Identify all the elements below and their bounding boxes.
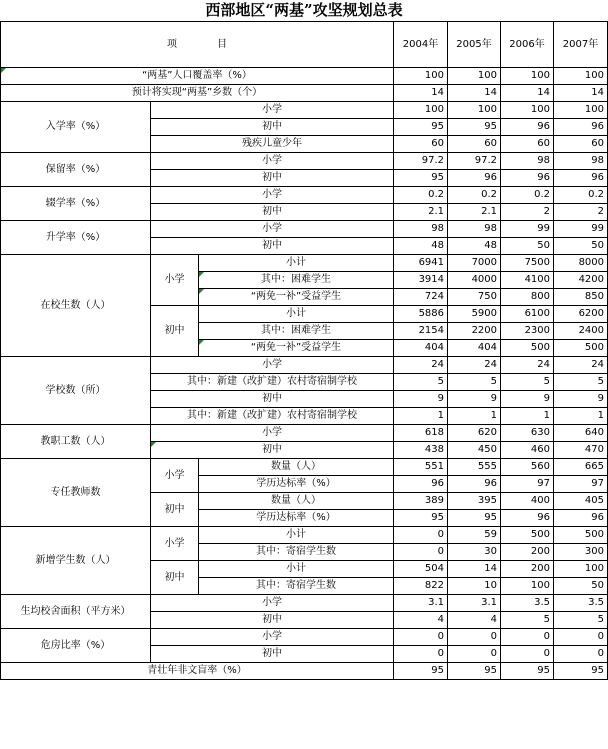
cell-value: 3.1 (394, 595, 448, 612)
cell-value: 2 (501, 204, 554, 221)
cell-value: 24 (394, 357, 448, 374)
cell-value: 100 (554, 68, 608, 85)
table-row (1, 629, 608, 646)
row-label: 青壮年非文盲率（%） (1, 663, 394, 680)
cell-value: 630 (501, 425, 554, 442)
row-label: 残疾儿童少年 (151, 136, 394, 153)
row-label: 初中 (151, 204, 394, 221)
cell-value: 60 (554, 136, 608, 153)
row-label: 初中 (151, 119, 394, 136)
cell-value: 9 (554, 391, 608, 408)
row-label: 小计 (199, 306, 394, 323)
cell-value: 500 (501, 527, 554, 544)
table-row (1, 153, 608, 170)
cell-value: 0 (554, 629, 608, 646)
cell-value: 24 (554, 357, 608, 374)
cell-value: 100 (554, 561, 608, 578)
cell-value: 2.1 (448, 204, 501, 221)
cell-value: 95 (554, 663, 608, 680)
cell-value: 300 (554, 544, 608, 561)
cell-value: 7000 (448, 255, 501, 272)
row-label: 小学 (151, 357, 394, 374)
cell-value: 0 (394, 544, 448, 561)
table-row (1, 425, 608, 442)
cell-value: 100 (448, 68, 501, 85)
cell-value: 3.5 (501, 595, 554, 612)
group-label: 入学率（%） (1, 102, 151, 153)
sub-group-label: 初中 (151, 493, 199, 527)
row-label: 其中：新建（改扩建）农村寄宿制学校 (151, 408, 394, 425)
cell-value: 555 (448, 459, 501, 476)
cell-value: 0.2 (448, 187, 501, 204)
cell-value: 14 (554, 85, 608, 102)
group-label: 辍学率（%） (1, 187, 151, 221)
group-label: 升学率（%） (1, 221, 151, 255)
cell-value: 4000 (448, 272, 501, 289)
header-item: 项 目 (1, 22, 394, 68)
cell-value: 6100 (501, 306, 554, 323)
group-label: 危房比率（%） (1, 629, 151, 663)
sub-group-label: 小学 (151, 527, 199, 561)
group-label: 教职工数（人） (1, 425, 151, 459)
cell-value: 405 (554, 493, 608, 510)
cell-value: 0 (554, 646, 608, 663)
cell-value: 0 (394, 646, 448, 663)
cell-value: 2300 (501, 323, 554, 340)
row-label: 数量（人） (199, 459, 394, 476)
row-label: 其中：寄宿学生数 (199, 578, 394, 595)
row-label: 其中：新建（改扩建）农村寄宿制学校 (151, 374, 394, 391)
cell-value: 0.2 (554, 187, 608, 204)
cell-value: 5 (501, 612, 554, 629)
cell-value: 5886 (394, 306, 448, 323)
cell-value: 96 (554, 510, 608, 527)
cell-value: 14 (394, 85, 448, 102)
cell-value: 24 (448, 357, 501, 374)
cell-value: 50 (554, 578, 608, 595)
cell-value: 96 (554, 170, 608, 187)
cell-value: 5 (394, 374, 448, 391)
cell-value: 500 (554, 340, 608, 357)
cell-value: 560 (501, 459, 554, 476)
row-label: 其中：困难学生 (199, 323, 394, 340)
row-label: 数量（人） (199, 493, 394, 510)
row-label: 小计 (199, 561, 394, 578)
group-label: 保留率（%） (1, 153, 151, 187)
group-label: 新增学生数（人） (1, 527, 151, 595)
cell-value: 50 (554, 238, 608, 255)
group-label: 专任教师数 (1, 459, 151, 527)
cell-value: 0 (394, 527, 448, 544)
cell-value: 1 (501, 408, 554, 425)
cell-value: 98 (394, 221, 448, 238)
row-label: 预计将实现“两基”乡数（个） (1, 85, 394, 102)
cell-value: 60 (394, 136, 448, 153)
cell-value: 95 (448, 510, 501, 527)
cell-value: 96 (501, 119, 554, 136)
cell-value: 95 (501, 663, 554, 680)
cell-value: 96 (448, 170, 501, 187)
row-label: 小学 (151, 153, 394, 170)
cell-value: 2.1 (394, 204, 448, 221)
row-label: 小学 (151, 629, 394, 646)
cell-value: 6200 (554, 306, 608, 323)
row-label: “两基”人口覆盖率（%） (1, 68, 394, 85)
cell-value: 6941 (394, 255, 448, 272)
table-row (1, 85, 608, 102)
header-year: 2007年 (554, 22, 608, 68)
cell-value: 100 (501, 578, 554, 595)
cell-value: 5 (448, 374, 501, 391)
header-year: 2006年 (501, 22, 554, 68)
cell-value: 200 (501, 544, 554, 561)
cell-value: 0.2 (501, 187, 554, 204)
cell-value: 470 (554, 442, 608, 459)
cell-value: 850 (554, 289, 608, 306)
cell-value: 750 (448, 289, 501, 306)
table-row (1, 187, 608, 204)
cell-value: 96 (448, 476, 501, 493)
group-label: 生均校舍面积（平方米） (1, 595, 151, 629)
cell-value: 96 (501, 170, 554, 187)
table-row (1, 595, 608, 612)
cell-value: 3914 (394, 272, 448, 289)
row-label: “两免一补”受益学生 (199, 340, 394, 357)
cell-value: 100 (501, 102, 554, 119)
cell-value: 389 (394, 493, 448, 510)
row-label: 小计 (199, 255, 394, 272)
cell-value: 48 (448, 238, 501, 255)
cell-value: 404 (448, 340, 501, 357)
cell-value: 4200 (554, 272, 608, 289)
cell-value: 500 (554, 527, 608, 544)
cell-value: 724 (394, 289, 448, 306)
table-row (1, 357, 608, 374)
row-label: 学历达标率（%） (199, 476, 394, 493)
cell-value: 0 (501, 646, 554, 663)
cell-value: 97 (554, 476, 608, 493)
header-row (1, 22, 608, 68)
row-label: 初中 (151, 442, 394, 459)
row-label: 初中 (151, 391, 394, 408)
table-row (1, 663, 608, 680)
row-label: 初中 (151, 238, 394, 255)
row-label: 小学 (151, 102, 394, 119)
cell-value: 100 (448, 102, 501, 119)
table-row (1, 527, 608, 544)
cell-value: 800 (501, 289, 554, 306)
cell-value: 3.5 (554, 595, 608, 612)
cell-value: 3.1 (448, 595, 501, 612)
cell-value: 95 (448, 119, 501, 136)
cell-value: 9 (501, 391, 554, 408)
cell-value: 618 (394, 425, 448, 442)
cell-value: 59 (448, 527, 501, 544)
cell-value: 50 (501, 238, 554, 255)
cell-value: 98 (501, 153, 554, 170)
cell-value: 97.2 (448, 153, 501, 170)
cell-value: 100 (501, 68, 554, 85)
cell-value: 0 (394, 629, 448, 646)
row-label: 初中 (151, 646, 394, 663)
cell-value: 96 (501, 510, 554, 527)
cell-value: 95 (394, 510, 448, 527)
cell-value: 100 (394, 102, 448, 119)
cell-value: 0 (448, 646, 501, 663)
cell-value: 4100 (501, 272, 554, 289)
cell-value: 1 (554, 408, 608, 425)
cell-value: 96 (394, 476, 448, 493)
row-label: 小计 (199, 527, 394, 544)
cell-value: 9 (448, 391, 501, 408)
row-label: 小学 (151, 221, 394, 238)
cell-value: 5 (554, 374, 608, 391)
cell-value: 395 (448, 493, 501, 510)
cell-value: 100 (554, 102, 608, 119)
sub-group-label: 初中 (151, 561, 199, 595)
cell-value: 2200 (448, 323, 501, 340)
cell-value: 2 (554, 204, 608, 221)
group-label: 在校生数（人） (1, 255, 151, 357)
cell-value: 97.2 (394, 153, 448, 170)
cell-value: 5 (554, 612, 608, 629)
table-row (1, 102, 608, 119)
cell-value: 95 (394, 119, 448, 136)
cell-value: 100 (394, 68, 448, 85)
cell-value: 14 (501, 85, 554, 102)
cell-value: 8000 (554, 255, 608, 272)
sub-group-label: 小学 (151, 255, 199, 306)
cell-value: 1 (448, 408, 501, 425)
cell-value: 14 (448, 561, 501, 578)
sub-group-label: 小学 (151, 459, 199, 493)
row-label: “两免一补”受益学生 (199, 289, 394, 306)
cell-value: 4 (394, 612, 448, 629)
cell-value: 0.2 (394, 187, 448, 204)
cell-value: 460 (501, 442, 554, 459)
cell-value: 504 (394, 561, 448, 578)
row-label: 其中：困难学生 (199, 272, 394, 289)
cell-value: 48 (394, 238, 448, 255)
cell-value: 822 (394, 578, 448, 595)
cell-value: 4 (448, 612, 501, 629)
cell-value: 98 (554, 153, 608, 170)
cell-value: 438 (394, 442, 448, 459)
cell-value: 620 (448, 425, 501, 442)
plan-table (0, 21, 608, 680)
header-year: 2005年 (448, 22, 501, 68)
cell-value: 665 (554, 459, 608, 476)
cell-value: 400 (501, 493, 554, 510)
cell-value: 14 (448, 85, 501, 102)
cell-value: 99 (501, 221, 554, 238)
cell-value: 95 (394, 663, 448, 680)
row-label: 其中：寄宿学生数 (199, 544, 394, 561)
table-row (1, 459, 608, 476)
cell-value: 2154 (394, 323, 448, 340)
table-title: 西部地区“两基”攻坚规划总表 (205, 1, 403, 19)
cell-value: 0 (501, 629, 554, 646)
sub-group-label: 初中 (151, 306, 199, 357)
cell-value: 0 (448, 629, 501, 646)
cell-value: 1 (394, 408, 448, 425)
cell-value: 95 (394, 170, 448, 187)
table-row (1, 255, 608, 272)
cell-value: 10 (448, 578, 501, 595)
cell-value: 30 (448, 544, 501, 561)
cell-value: 450 (448, 442, 501, 459)
cell-value: 99 (554, 221, 608, 238)
cell-value: 24 (501, 357, 554, 374)
row-label: 初中 (151, 612, 394, 629)
cell-value: 95 (448, 663, 501, 680)
cell-value: 98 (448, 221, 501, 238)
cell-value: 60 (501, 136, 554, 153)
row-label: 学历达标率（%） (199, 510, 394, 527)
row-label: 初中 (151, 170, 394, 187)
cell-value: 404 (394, 340, 448, 357)
cell-value: 200 (501, 561, 554, 578)
cell-value: 500 (501, 340, 554, 357)
table-row (1, 68, 608, 85)
cell-value: 9 (394, 391, 448, 408)
row-label: 小学 (151, 187, 394, 204)
cell-value: 97 (501, 476, 554, 493)
cell-value: 5 (501, 374, 554, 391)
cell-value: 2400 (554, 323, 608, 340)
row-label: 小学 (151, 425, 394, 442)
header-year: 2004年 (394, 22, 448, 68)
cell-value: 5900 (448, 306, 501, 323)
cell-value: 551 (394, 459, 448, 476)
group-label: 学校数（所） (1, 357, 151, 425)
cell-value: 640 (554, 425, 608, 442)
cell-value: 96 (554, 119, 608, 136)
cell-value: 60 (448, 136, 501, 153)
cell-value: 7500 (501, 255, 554, 272)
table-row (1, 221, 608, 238)
row-label: 小学 (151, 595, 394, 612)
